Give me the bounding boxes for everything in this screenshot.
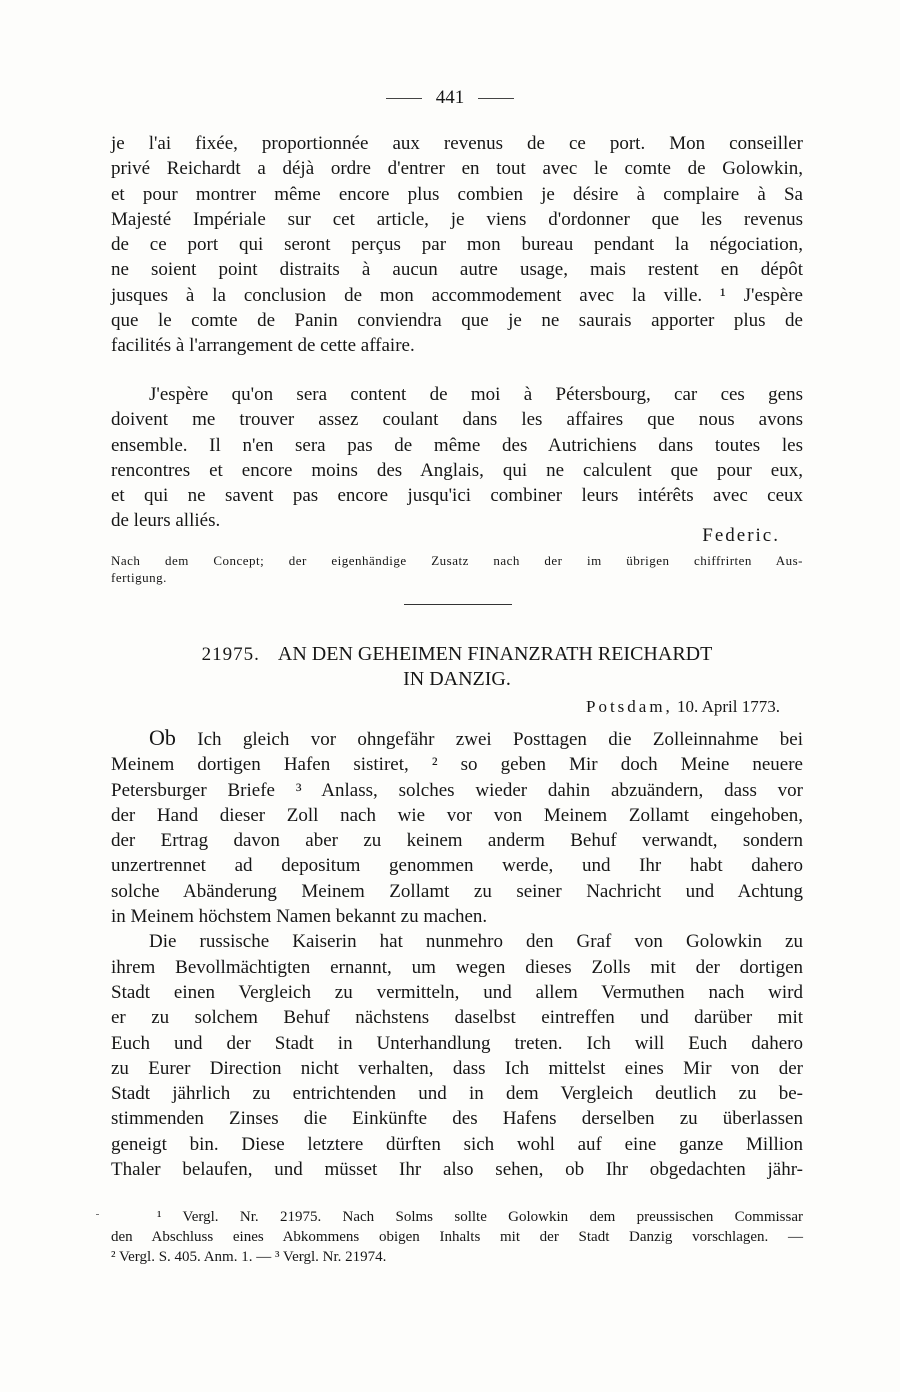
footnote-line: ¹ Vergl. Nr. 21975. Nach Solms sollte Golowkin dem preussischen Commissar [157,1209,803,1225]
page-number: 441 [435,87,465,108]
text-line: jusques à la conclusion de mon accommodement avec la ville. ¹ J'espère [111,284,803,306]
initial-word: Ob [149,725,176,750]
text-line: solche Abänderung Meinem Zollamt zu seiner Nachricht und Achtung [111,880,803,902]
date: 10. April 1773. [677,697,780,716]
signature: Federic. [702,525,780,546]
text-line: facilités à l'arrangement de cette affaire. [111,335,415,357]
text-line: et qui ne savent pas encore jusqu'ici combiner leurs intérêts avec ceux [111,485,803,507]
text-line: ihrem Bevollmächtigten ernannt, um wegen dieses Zolls mit der dortigen [111,956,803,978]
document-heading [111,642,803,691]
header-dash-right [478,98,514,99]
heading-line-1: AN DEN GEHEIMEN FINANZRATH REICHARDT [277,643,713,665]
text-line: de leurs alliés. [111,510,221,532]
text-line: de ce port qui seront perçus par mon bureau pendant la négociation, [111,234,803,256]
document-number: 21975. [201,644,260,665]
text-line: stimmenden Zinses die Einkünfte des Hafens derselben zu überlassen [111,1108,803,1130]
text-line: Majesté Impériale sur cet article, je viens d'ordonner que les revenus [111,208,803,230]
section-divider [404,604,512,605]
footnotes [111,1207,803,1267]
source-note [111,552,803,586]
paragraph-3 [111,725,803,1182]
text-line: zu Eurer Direction nicht verhalten, dass Ich mittelst eines Mir von der [111,1057,803,1079]
text-line: que le comte de Panin conviendra que je ne saurais apporter plus de [111,310,803,332]
text-line: ensemble. Il n'en sera pas de même des Autrichiens dans toutes les [111,434,803,456]
footnote-line: ² Vergl. S. 405. Anm. 1. — ³ Vergl. Nr. 21974. [111,1249,387,1265]
text-line: er zu solchem Behuf nächstens daselbst eintreffen und darüber mit [111,1007,803,1029]
text-line: Euch und der Stadt in Unterhandlung treten. Ich will Euch dahero [111,1032,803,1054]
footnote-line: den Abschluss eines Abkommens obigen Inhalts mit der Stadt Danzig vorschlagen. — [111,1229,803,1245]
heading-line-2: IN DANZIG. [403,668,511,690]
text-line: Ob Ich gleich vor ohngefähr zwei Posttagen die Zolleinnahme bei [149,725,803,750]
page-header [0,86,900,110]
text-line: Meinem dortigen Hafen sistiret, ² so geben Mir doch Meine neuere [111,754,803,776]
text-line: Stadt jährlich zu entrichtenden und in dem Vergleich deutlich zu be- [111,1083,803,1105]
paragraph-1 [111,131,803,359]
text-line: Stadt einen Vergleich zu vermitteln, und allem Vermuthen nach wird [111,981,803,1003]
text-line: Die russische Kaiserin hat nunmehro den Graf von Golowkin zu [149,931,803,953]
text-line: der Ertrag davon aber zu keinem anderm Behuf verwandt, sondern [111,830,803,852]
text-line: in Meinem höchstem Namen bekannt zu machen. [111,906,488,928]
text-line: ne soient point distraits à aucun autre usage, mais restent en dépôt [111,259,803,281]
text-line: et pour montrer même encore plus combien je désire à complaire à Sa [111,183,803,205]
note-line: fertigung. [111,570,167,585]
note-line: Nach dem Concept; der eigenhändige Zusatz nach der im übrigen chiffrirten Aus- [111,553,803,568]
place: Potsdam, [585,697,673,716]
paragraph-2 [111,382,803,534]
text-line: der Hand dieser Zoll nach wie vor von Meinem Zollamt eingehoben, [111,804,803,826]
text-line: rencontres et encore moins des Anglais, qui ne calculent que pour eux, [111,459,803,481]
text-line: privé Reichardt a déjà ordre d'entrer en tout avec le comte de Golowkin, [111,158,803,180]
header-dash-left [386,98,422,99]
text-line: je l'ai fixée, proportionnée aux revenus de ce port. Mon conseiller [111,133,803,154]
text-line: Thaler belaufen, und müsset Ihr also sehen, ob Ihr obgedachten jähr- [111,1159,803,1181]
footnote-mark [96,1214,99,1215]
date-line [586,697,780,717]
text-line: unzertrennet ad depositum genommen werde, und Ihr habt dahero [111,855,803,877]
text-line: doivent me trouver assez coulant dans les affaires que nous avons [111,409,803,431]
text-line: geneigt bin. Diese letztere dürften sich wohl auf eine ganze Million [111,1133,803,1155]
text-line: Petersburger Briefe ³ Anlass, solches wieder dahin abzuändern, dass vor [111,779,803,801]
text-line: J'espère qu'on sera content de moi à Pétersbourg, car ces gens [149,384,803,405]
